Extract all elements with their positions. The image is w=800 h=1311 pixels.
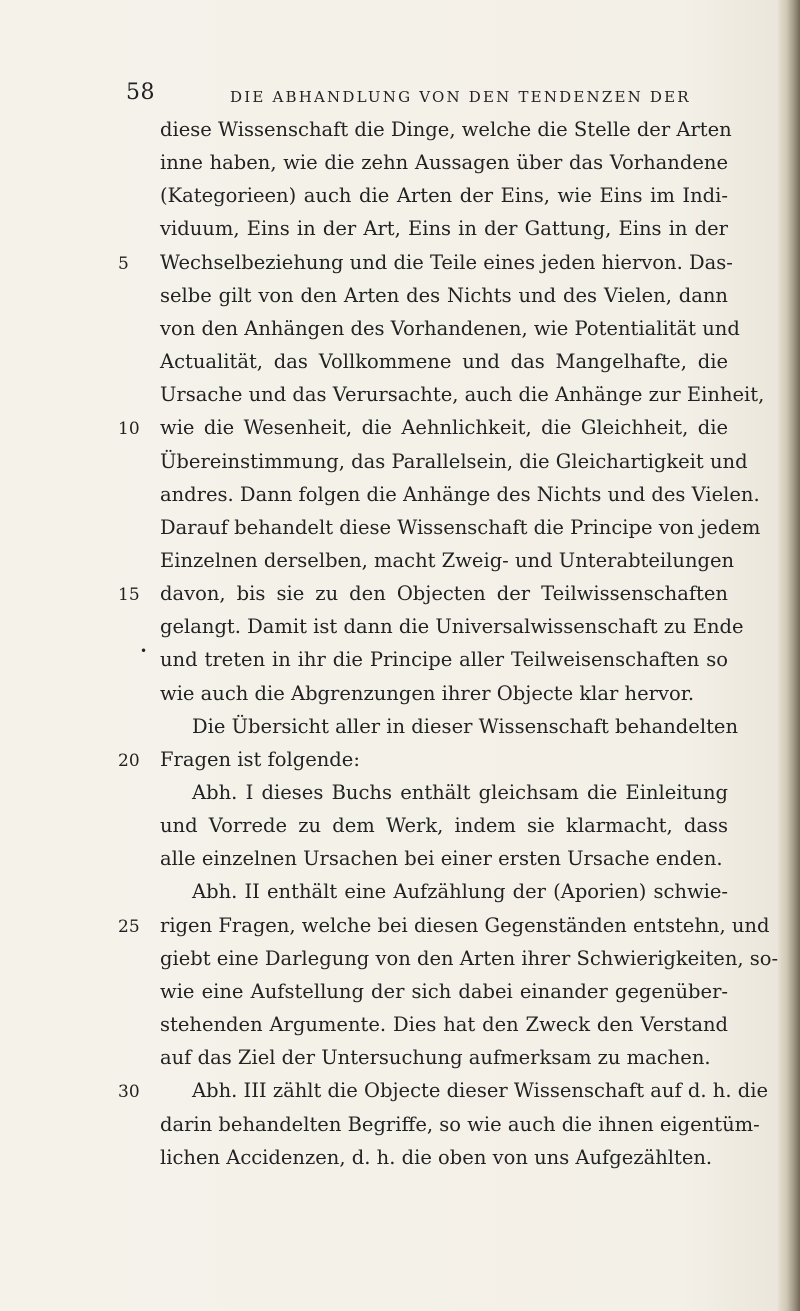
line-number: 5 [118, 253, 129, 274]
text-line: auf das Ziel der Untersuchung aufmerksam zu machen. [160, 1046, 711, 1070]
text-line: und treten in ihr die Principe aller Teilweisenschaften so [160, 648, 728, 672]
text-line: lichen Accidenzen, d. h. die oben von uns Aufgezählten. [160, 1145, 713, 1169]
line-number: 10 [118, 419, 140, 440]
text-line: Wechselbeziehung und die Teile eines jeden hiervon. Das- [160, 250, 733, 274]
text-line: wie die Wesenheit, die Aehnlichkeit, die Gleichheit, die [160, 416, 728, 440]
line-number: 15 [118, 585, 140, 606]
text-line: davon, bis sie zu den Objecten der Teilwissenschaften [160, 582, 728, 606]
text-line: Abh. III zählt die Objecte dieser Wissenschaft auf d. h. die [192, 1079, 769, 1103]
line-number: 20 [118, 750, 140, 771]
text-line: Darauf behandelt diese Wissenschaft die Principe von jedem [160, 515, 761, 539]
text-line: Ursache und das Verursachte, auch die Anhänge zur Einheit, [160, 383, 765, 407]
text-line: Actualität, das Vollkommene und das Mangelhafte, die [160, 350, 728, 374]
text-line: inne haben, wie die zehn Aussagen über das Vorhandene [160, 151, 728, 175]
margin-dot: • [140, 644, 148, 658]
text-line: stehenden Argumente. Dies hat den Zweck den Verstand [160, 1013, 728, 1037]
text-line: und Vorrede zu dem Werk, indem sie klarmacht, dass [160, 814, 728, 838]
text-line: diese Wissenschaft die Dinge, welche die Stelle der Arten [160, 118, 732, 141]
line-number: 30 [118, 1082, 140, 1103]
text-line: rigen Fragen, welche bei diesen Gegenständen entstehn, und [160, 913, 770, 937]
text-line: wie auch die Abgrenzungen ihrer Objecte klar hervor. [160, 681, 695, 705]
text-line: Einzelnen derselben, macht Zweig- und Unterabteilungen [160, 548, 735, 572]
text-line: viduum, Eins in der Art, Eins in der Gattung, Eins in der [160, 217, 728, 241]
text-line: von den Anhängen des Vorhandenen, wie Potentialität und [160, 316, 740, 340]
text-line: Abh. II enthält eine Aufzählung der (Aporien) schwie- [192, 880, 728, 904]
text-line: Die Übersicht aller in dieser Wissenschaft behandelten [192, 714, 738, 738]
line-number: 25 [118, 916, 140, 937]
text-line: Übereinstimmung, das Parallelsein, die Gleichartigkeit und [160, 449, 748, 473]
page-number: 58 [126, 80, 155, 105]
text-line: (Kategorieen) auch die Arten der Eins, wie Eins im Indi- [160, 184, 728, 208]
text-line: andres. Dann folgen die Anhänge des Nichts und des Vielen. [160, 482, 760, 506]
text-line: wie eine Aufstellung der sich dabei einander gegenüber- [160, 979, 728, 1003]
text-line: gelangt. Damit ist dann die Universalwissenschaft zu Ende [160, 615, 744, 639]
text-line: Abh. I dieses Buchs enthält gleichsam die Einleitung [192, 781, 728, 804]
text-line: Fragen ist folgende: [160, 747, 360, 771]
running-head: DIE ABHANDLUNG VON DEN TENDENZEN DER [230, 88, 691, 106]
text-line: giebt eine Darlegung von den Arten ihrer Schwierigkeiten, so- [160, 946, 779, 970]
text-line: alle einzelnen Ursachen bei einer ersten Ursache enden. [160, 847, 723, 871]
text-line: selbe gilt von den Arten des Nichts und des Vielen, dann [160, 283, 728, 307]
text-line: darin behandelten Begriffe, so wie auch die ihnen eigentüm- [160, 1112, 760, 1136]
page-edge-shadow [778, 0, 800, 1311]
